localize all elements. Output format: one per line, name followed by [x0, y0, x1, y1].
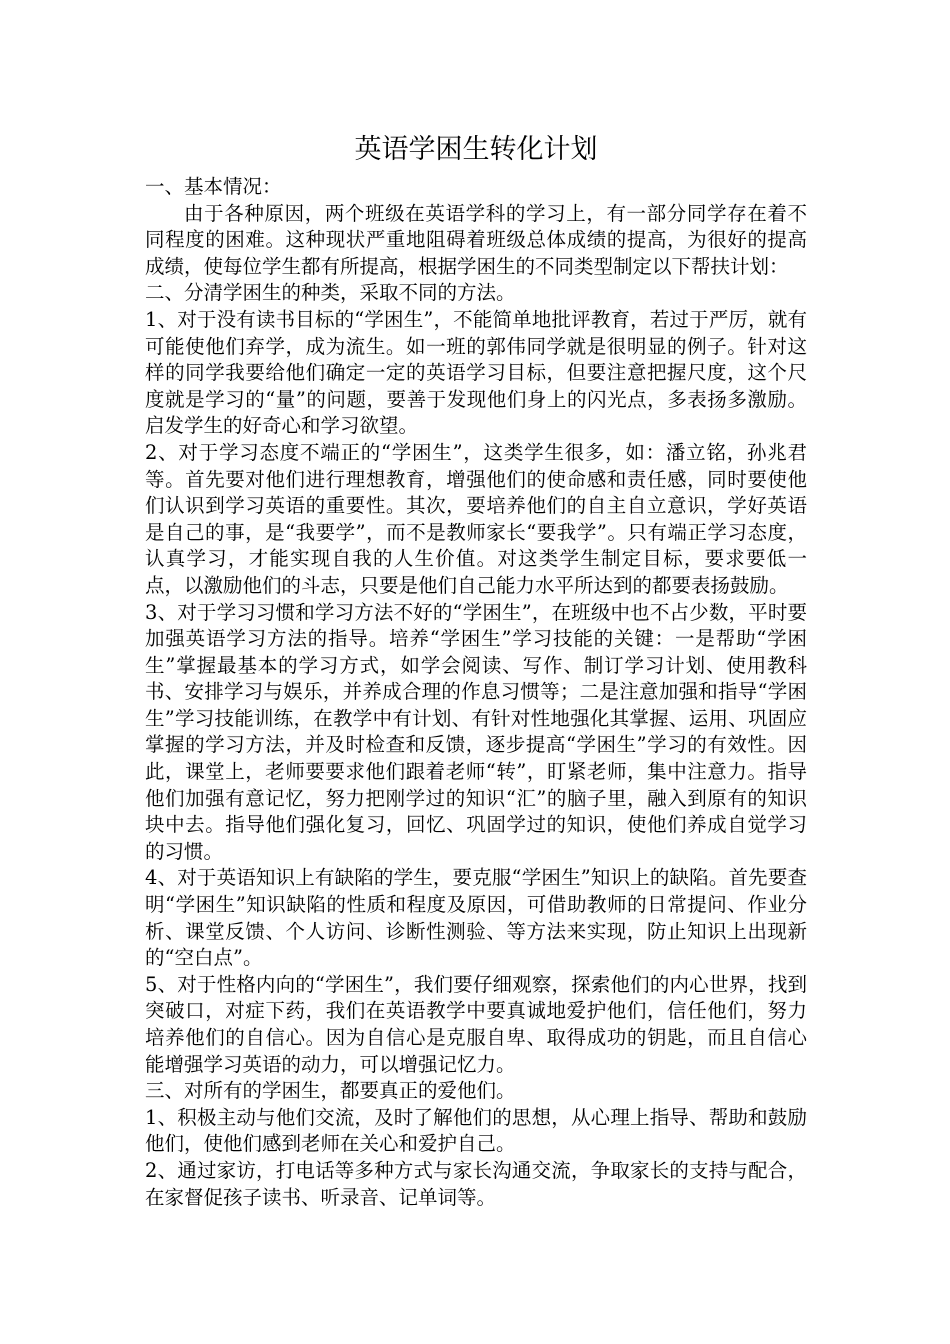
- section-paragraph: 由于各种原因，两个班级在英语学科的学习上，有一部分同学存在着不同程度的困难。这种现状严重地阻碍着班级总体成绩的提高，为很好的提高成绩，使每位学生都有所提高，根据学困生的不同类型制定以下帮扶计划：: [145, 201, 807, 278]
- list-item: 2、对于学习态度不端正的“学困生”，这类学生很多，如：潘立铭，孙兆君等。首先要对他们进行理想教育，增强他们的使命感和责任感，同时要使他们认识到学习英语的重要性。其次，要培养他们的自主自立意识，学好英语是自己的事，是“我要学”，而不是教师家长“要我学”。只有端正学习态度，认真学习，才能实现自我的人生价值。对这类学生制定目标，要求要低一点，以激励他们的斗志，只要是他们自己能力水平所达到的都要表扬鼓励。: [145, 440, 807, 597]
- list-item: 5、对于性格内向的“学困生”，我们要仔细观察，探索他们的内心世界，找到突破口，对症下药，我们在英语教学中要真诚地爱护他们，信任他们，努力培养他们的自信心。因为自信心是克服自卑、取得成功的钥匙，而且自信心能增强学习英语的动力，可以增强记忆力。: [145, 972, 807, 1076]
- list-item: 2、通过家访，打电话等多种方式与家长沟通交流，争取家长的支持与配合，在家督促孩子读书、听录音、记单词等。: [145, 1158, 807, 1209]
- list-item: 1、积极主动与他们交流，及时了解他们的思想，从心理上指导、帮助和鼓励他们，使他们感到老师在关心和爱护自己。: [145, 1105, 807, 1156]
- section-heading-types: 二、分清学困生的种类，采取不同的方法。: [145, 281, 516, 305]
- list-item: 4、对于英语知识上有缺陷的学生，要克服“学困生”知识上的缺陷。首先要查明“学困生”知识缺陷的性质和程度及原因，可借助教师的日常提问、作业分析、课堂反馈、个人访问、诊断性测验、等方法来实现，防止知识上出现新的“空白点”。: [145, 866, 807, 970]
- document-title: 英语学困生转化计划: [354, 134, 598, 165]
- list-item: 3、对于学习习惯和学习方法不好的“学困生”，在班级中也不占少数，平时要加强英语学习方法的指导。培养“学困生”学习技能的关键：一是帮助“学困生”掌握最基本的学习方式，如学会阅读、写作、制订学习计划、使用教科书、安排学习与娱乐，并养成合理的作息习惯等；二是注意加强和指导“学困生”学习技能训练，在教学中有计划、有针对性地强化其掌握、运用、巩固应掌握的学习方法，并及时检查和反馈，逐步提高“学困生”学习的有效性。因此，课堂上，老师要要求他们跟着老师“转”，盯紧老师，集中注意力。指导他们加强有意记忆，努力把刚学过的知识“汇”的脑子里，融入到原有的知识块中去。指导他们强化复习，回忆、巩固学过的知识，使他们养成自觉学习的习惯。: [145, 600, 807, 863]
- list-item: 1、对于没有读书目标的“学困生”，不能简单地批评教育，若过于严厉，就有可能使他们弃学，成为流生。如一班的郭伟同学就是很明显的例子。针对这样的同学我要给他们确定一定的英语学习目标，但要注意把握尺度，这个尺度就是学习的“量”的问题，要善于发现他们身上的闪光点，多表扬多激励。启发学生的好奇心和学习欲望。: [145, 307, 807, 438]
- document-page: [145, 130, 807, 1211]
- section-heading-care: 三、对所有的学困生，都要真正的爱他们。: [145, 1079, 516, 1103]
- section-heading-basic: 一、基本情况：: [145, 175, 282, 198]
